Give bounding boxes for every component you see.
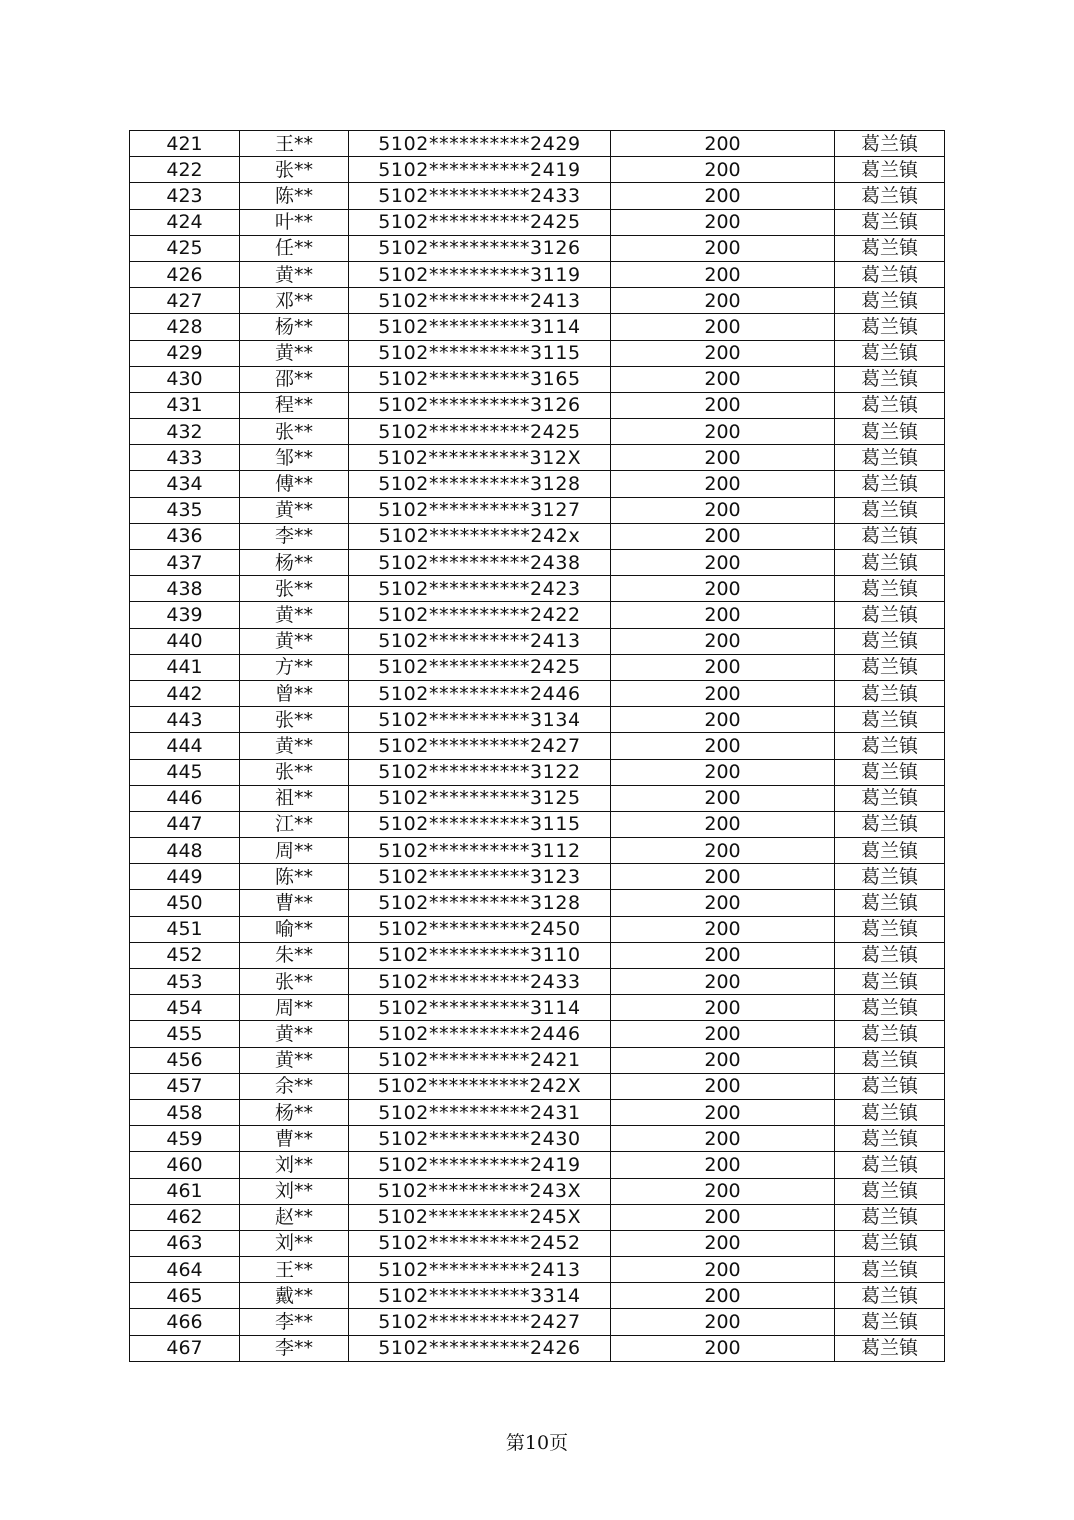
town-cell: 葛兰镇 <box>835 602 945 628</box>
row-number-cell: 422 <box>130 157 240 183</box>
town-cell: 葛兰镇 <box>835 392 945 418</box>
id-number-cell: 5102**********2450 <box>349 916 611 942</box>
name-cell: 张** <box>240 707 349 733</box>
id-number-cell: 5102**********3128 <box>349 471 611 497</box>
id-number-cell: 5102**********3110 <box>349 942 611 968</box>
table-row <box>130 785 945 811</box>
table-row <box>130 1099 945 1125</box>
table-row <box>130 733 945 759</box>
amount-cell: 200 <box>611 1283 835 1309</box>
amount-cell: 200 <box>611 1099 835 1125</box>
amount-cell: 200 <box>611 1257 835 1283</box>
row-number-cell: 428 <box>130 314 240 340</box>
table-row <box>130 261 945 287</box>
name-cell: 曾** <box>240 680 349 706</box>
id-number-cell: 5102**********243X <box>349 1178 611 1204</box>
row-number-cell: 433 <box>130 445 240 471</box>
amount-cell: 200 <box>611 1309 835 1335</box>
id-number-cell: 5102**********3115 <box>349 340 611 366</box>
table-row <box>130 1126 945 1152</box>
name-cell: 喻** <box>240 916 349 942</box>
amount-cell: 200 <box>611 785 835 811</box>
table-row <box>130 916 945 942</box>
name-cell: 邓** <box>240 288 349 314</box>
id-number-cell: 5102**********3114 <box>349 314 611 340</box>
row-number-cell: 438 <box>130 576 240 602</box>
amount-cell: 200 <box>611 628 835 654</box>
amount-cell: 200 <box>611 314 835 340</box>
town-cell: 葛兰镇 <box>835 995 945 1021</box>
town-cell: 葛兰镇 <box>835 131 945 157</box>
row-number-cell: 449 <box>130 864 240 890</box>
row-number-cell: 423 <box>130 183 240 209</box>
table-row <box>130 523 945 549</box>
town-cell: 葛兰镇 <box>835 707 945 733</box>
amount-cell: 200 <box>611 969 835 995</box>
id-number-cell: 5102**********242X <box>349 1073 611 1099</box>
row-number-cell: 431 <box>130 392 240 418</box>
town-cell: 葛兰镇 <box>835 157 945 183</box>
table-row <box>130 654 945 680</box>
id-number-cell: 5102**********2425 <box>349 654 611 680</box>
name-cell: 邵** <box>240 366 349 392</box>
table-row <box>130 602 945 628</box>
town-cell: 葛兰镇 <box>835 1230 945 1256</box>
row-number-cell: 459 <box>130 1126 240 1152</box>
row-number-cell: 460 <box>130 1152 240 1178</box>
row-number-cell: 458 <box>130 1099 240 1125</box>
name-cell: 周** <box>240 838 349 864</box>
town-cell: 葛兰镇 <box>835 969 945 995</box>
id-number-cell: 5102**********2427 <box>349 1309 611 1335</box>
id-number-cell: 5102**********2422 <box>349 602 611 628</box>
name-cell: 祖** <box>240 785 349 811</box>
name-cell: 张** <box>240 419 349 445</box>
town-cell: 葛兰镇 <box>835 1047 945 1073</box>
table-row <box>130 497 945 523</box>
id-number-cell: 5102**********2425 <box>349 209 611 235</box>
name-cell: 任** <box>240 235 349 261</box>
id-number-cell: 5102**********312X <box>349 445 611 471</box>
name-cell: 赵** <box>240 1204 349 1230</box>
id-number-cell: 5102**********242x <box>349 523 611 549</box>
name-cell: 黄** <box>240 497 349 523</box>
town-cell: 葛兰镇 <box>835 497 945 523</box>
row-number-cell: 427 <box>130 288 240 314</box>
table-row <box>130 1204 945 1230</box>
id-number-cell: 5102**********2419 <box>349 157 611 183</box>
table-row <box>130 1309 945 1335</box>
name-cell: 杨** <box>240 314 349 340</box>
amount-cell: 200 <box>611 864 835 890</box>
table-row <box>130 811 945 837</box>
table-row <box>130 550 945 576</box>
amount-cell: 200 <box>611 995 835 1021</box>
table-row <box>130 707 945 733</box>
row-number-cell: 447 <box>130 811 240 837</box>
amount-cell: 200 <box>611 471 835 497</box>
town-cell: 葛兰镇 <box>835 864 945 890</box>
row-number-cell: 462 <box>130 1204 240 1230</box>
row-number-cell: 443 <box>130 707 240 733</box>
amount-cell: 200 <box>611 759 835 785</box>
town-cell: 葛兰镇 <box>835 1335 945 1361</box>
amount-cell: 200 <box>611 942 835 968</box>
amount-cell: 200 <box>611 576 835 602</box>
id-number-cell: 5102**********2429 <box>349 131 611 157</box>
town-cell: 葛兰镇 <box>835 340 945 366</box>
row-number-cell: 429 <box>130 340 240 366</box>
id-number-cell: 5102**********2423 <box>349 576 611 602</box>
table-row <box>130 1073 945 1099</box>
id-number-cell: 5102**********2431 <box>349 1099 611 1125</box>
id-number-cell: 5102**********3119 <box>349 261 611 287</box>
amount-cell: 200 <box>611 707 835 733</box>
row-number-cell: 436 <box>130 523 240 549</box>
table-row <box>130 183 945 209</box>
amount-cell: 200 <box>611 340 835 366</box>
id-number-cell: 5102**********2426 <box>349 1335 611 1361</box>
name-cell: 余** <box>240 1073 349 1099</box>
id-number-cell: 5102**********2421 <box>349 1047 611 1073</box>
table-row <box>130 1047 945 1073</box>
table-row <box>130 576 945 602</box>
id-number-cell: 5102**********2438 <box>349 550 611 576</box>
row-number-cell: 448 <box>130 838 240 864</box>
town-cell: 葛兰镇 <box>835 1309 945 1335</box>
table-row <box>130 759 945 785</box>
town-cell: 葛兰镇 <box>835 550 945 576</box>
table-row <box>130 1152 945 1178</box>
amount-cell: 200 <box>611 1178 835 1204</box>
row-number-cell: 434 <box>130 471 240 497</box>
town-cell: 葛兰镇 <box>835 1283 945 1309</box>
name-cell: 黄** <box>240 1021 349 1047</box>
id-number-cell: 5102**********2433 <box>349 183 611 209</box>
name-cell: 黄** <box>240 1047 349 1073</box>
row-number-cell: 446 <box>130 785 240 811</box>
table-row <box>130 314 945 340</box>
town-cell: 葛兰镇 <box>835 785 945 811</box>
name-cell: 李** <box>240 1309 349 1335</box>
row-number-cell: 457 <box>130 1073 240 1099</box>
table-row <box>130 890 945 916</box>
amount-cell: 200 <box>611 838 835 864</box>
id-number-cell: 5102**********3126 <box>349 235 611 261</box>
amount-cell: 200 <box>611 680 835 706</box>
name-cell: 张** <box>240 759 349 785</box>
town-cell: 葛兰镇 <box>835 288 945 314</box>
id-number-cell: 5102**********3115 <box>349 811 611 837</box>
table-row <box>130 131 945 157</box>
table-row <box>130 1257 945 1283</box>
amount-cell: 200 <box>611 419 835 445</box>
row-number-cell: 424 <box>130 209 240 235</box>
row-number-cell: 451 <box>130 916 240 942</box>
amount-cell: 200 <box>611 1126 835 1152</box>
amount-cell: 200 <box>611 366 835 392</box>
town-cell: 葛兰镇 <box>835 1204 945 1230</box>
amount-cell: 200 <box>611 1073 835 1099</box>
table-row <box>130 209 945 235</box>
id-number-cell: 5102**********245X <box>349 1204 611 1230</box>
table-row <box>130 864 945 890</box>
town-cell: 葛兰镇 <box>835 523 945 549</box>
row-number-cell: 437 <box>130 550 240 576</box>
table-row <box>130 1230 945 1256</box>
name-cell: 刘** <box>240 1230 349 1256</box>
id-number-cell: 5102**********2413 <box>349 1257 611 1283</box>
name-cell: 黄** <box>240 602 349 628</box>
table-body <box>130 131 945 1362</box>
table-row <box>130 471 945 497</box>
id-number-cell: 5102**********3112 <box>349 838 611 864</box>
town-cell: 葛兰镇 <box>835 916 945 942</box>
name-cell: 黄** <box>240 261 349 287</box>
name-cell: 张** <box>240 157 349 183</box>
amount-cell: 200 <box>611 497 835 523</box>
page-number: 第10页 <box>505 1432 569 1454</box>
id-number-cell: 5102**********3125 <box>349 785 611 811</box>
id-number-cell: 5102**********2446 <box>349 1021 611 1047</box>
row-number-cell: 421 <box>130 131 240 157</box>
id-number-cell: 5102**********3126 <box>349 392 611 418</box>
table-row <box>130 680 945 706</box>
town-cell: 葛兰镇 <box>835 759 945 785</box>
town-cell: 葛兰镇 <box>835 209 945 235</box>
id-number-cell: 5102**********3122 <box>349 759 611 785</box>
row-number-cell: 435 <box>130 497 240 523</box>
amount-cell: 200 <box>611 602 835 628</box>
row-number-cell: 452 <box>130 942 240 968</box>
town-cell: 葛兰镇 <box>835 1257 945 1283</box>
row-number-cell: 467 <box>130 1335 240 1361</box>
town-cell: 葛兰镇 <box>835 890 945 916</box>
amount-cell: 200 <box>611 550 835 576</box>
name-cell: 杨** <box>240 1099 349 1125</box>
town-cell: 葛兰镇 <box>835 628 945 654</box>
amount-cell: 200 <box>611 157 835 183</box>
name-cell: 朱** <box>240 942 349 968</box>
table-row <box>130 838 945 864</box>
row-number-cell: 425 <box>130 235 240 261</box>
row-number-cell: 450 <box>130 890 240 916</box>
town-cell: 葛兰镇 <box>835 314 945 340</box>
name-cell: 刘** <box>240 1178 349 1204</box>
id-number-cell: 5102**********2413 <box>349 628 611 654</box>
table-row <box>130 392 945 418</box>
name-cell: 黄** <box>240 733 349 759</box>
amount-cell: 200 <box>611 235 835 261</box>
table-row <box>130 366 945 392</box>
name-cell: 叶** <box>240 209 349 235</box>
amount-cell: 200 <box>611 1230 835 1256</box>
amount-cell: 200 <box>611 1204 835 1230</box>
row-number-cell: 465 <box>130 1283 240 1309</box>
row-number-cell: 456 <box>130 1047 240 1073</box>
amount-cell: 200 <box>611 392 835 418</box>
id-number-cell: 5102**********2419 <box>349 1152 611 1178</box>
name-cell: 李** <box>240 1335 349 1361</box>
name-cell: 黄** <box>240 340 349 366</box>
row-number-cell: 444 <box>130 733 240 759</box>
name-cell: 李** <box>240 523 349 549</box>
name-cell: 黄** <box>240 628 349 654</box>
table-row <box>130 1021 945 1047</box>
table-row <box>130 628 945 654</box>
row-number-cell: 454 <box>130 995 240 1021</box>
town-cell: 葛兰镇 <box>835 1099 945 1125</box>
row-number-cell: 464 <box>130 1257 240 1283</box>
name-cell: 张** <box>240 576 349 602</box>
row-number-cell: 430 <box>130 366 240 392</box>
name-cell: 戴** <box>240 1283 349 1309</box>
table-row <box>130 419 945 445</box>
town-cell: 葛兰镇 <box>835 733 945 759</box>
town-cell: 葛兰镇 <box>835 654 945 680</box>
town-cell: 葛兰镇 <box>835 235 945 261</box>
amount-cell: 200 <box>611 523 835 549</box>
id-number-cell: 5102**********3165 <box>349 366 611 392</box>
id-number-cell: 5102**********3114 <box>349 995 611 1021</box>
town-cell: 葛兰镇 <box>835 1152 945 1178</box>
id-number-cell: 5102**********3128 <box>349 890 611 916</box>
name-cell: 王** <box>240 1257 349 1283</box>
id-number-cell: 5102**********2433 <box>349 969 611 995</box>
amount-cell: 200 <box>611 811 835 837</box>
amount-cell: 200 <box>611 890 835 916</box>
town-cell: 葛兰镇 <box>835 419 945 445</box>
name-cell: 王** <box>240 131 349 157</box>
amount-cell: 200 <box>611 1152 835 1178</box>
table-row <box>130 995 945 1021</box>
table-row <box>130 445 945 471</box>
id-number-cell: 5102**********2413 <box>349 288 611 314</box>
town-cell: 葛兰镇 <box>835 366 945 392</box>
name-cell: 陈** <box>240 183 349 209</box>
town-cell: 葛兰镇 <box>835 1126 945 1152</box>
table-row <box>130 340 945 366</box>
table-row <box>130 969 945 995</box>
town-cell: 葛兰镇 <box>835 445 945 471</box>
row-number-cell: 453 <box>130 969 240 995</box>
amount-cell: 200 <box>611 1047 835 1073</box>
amount-cell: 200 <box>611 183 835 209</box>
town-cell: 葛兰镇 <box>835 1178 945 1204</box>
row-number-cell: 445 <box>130 759 240 785</box>
id-number-cell: 5102**********3123 <box>349 864 611 890</box>
town-cell: 葛兰镇 <box>835 1021 945 1047</box>
town-cell: 葛兰镇 <box>835 811 945 837</box>
row-number-cell: 461 <box>130 1178 240 1204</box>
table-row <box>130 942 945 968</box>
name-cell: 杨** <box>240 550 349 576</box>
table-row <box>130 1335 945 1361</box>
town-cell: 葛兰镇 <box>835 942 945 968</box>
id-number-cell: 5102**********2452 <box>349 1230 611 1256</box>
id-number-cell: 5102**********2446 <box>349 680 611 706</box>
id-number-cell: 5102**********2427 <box>349 733 611 759</box>
town-cell: 葛兰镇 <box>835 183 945 209</box>
table-row <box>130 157 945 183</box>
name-cell: 张** <box>240 969 349 995</box>
amount-cell: 200 <box>611 654 835 680</box>
row-number-cell: 439 <box>130 602 240 628</box>
amount-cell: 200 <box>611 445 835 471</box>
row-number-cell: 442 <box>130 680 240 706</box>
table-row <box>130 288 945 314</box>
id-number-cell: 5102**********2430 <box>349 1126 611 1152</box>
name-cell: 曹** <box>240 890 349 916</box>
id-number-cell: 5102**********3134 <box>349 707 611 733</box>
name-cell: 傅** <box>240 471 349 497</box>
table-row <box>130 1178 945 1204</box>
table-row <box>130 235 945 261</box>
row-number-cell: 463 <box>130 1230 240 1256</box>
name-cell: 周** <box>240 995 349 1021</box>
name-cell: 邹** <box>240 445 349 471</box>
row-number-cell: 440 <box>130 628 240 654</box>
amount-cell: 200 <box>611 261 835 287</box>
name-cell: 曹** <box>240 1126 349 1152</box>
row-number-cell: 426 <box>130 261 240 287</box>
id-number-cell: 5102**********3314 <box>349 1283 611 1309</box>
amount-cell: 200 <box>611 209 835 235</box>
amount-cell: 200 <box>611 131 835 157</box>
id-number-cell: 5102**********3127 <box>349 497 611 523</box>
amount-cell: 200 <box>611 1021 835 1047</box>
town-cell: 葛兰镇 <box>835 471 945 497</box>
name-cell: 陈** <box>240 864 349 890</box>
name-cell: 江** <box>240 811 349 837</box>
subsidy-roster-table <box>129 130 945 1362</box>
table-row <box>130 1283 945 1309</box>
town-cell: 葛兰镇 <box>835 838 945 864</box>
row-number-cell: 455 <box>130 1021 240 1047</box>
town-cell: 葛兰镇 <box>835 680 945 706</box>
amount-cell: 200 <box>611 733 835 759</box>
amount-cell: 200 <box>611 288 835 314</box>
id-number-cell: 5102**********2425 <box>349 419 611 445</box>
town-cell: 葛兰镇 <box>835 261 945 287</box>
amount-cell: 200 <box>611 1335 835 1361</box>
row-number-cell: 432 <box>130 419 240 445</box>
name-cell: 刘** <box>240 1152 349 1178</box>
row-number-cell: 466 <box>130 1309 240 1335</box>
town-cell: 葛兰镇 <box>835 576 945 602</box>
row-number-cell: 441 <box>130 654 240 680</box>
name-cell: 方** <box>240 654 349 680</box>
amount-cell: 200 <box>611 916 835 942</box>
town-cell: 葛兰镇 <box>835 1073 945 1099</box>
name-cell: 程** <box>240 392 349 418</box>
